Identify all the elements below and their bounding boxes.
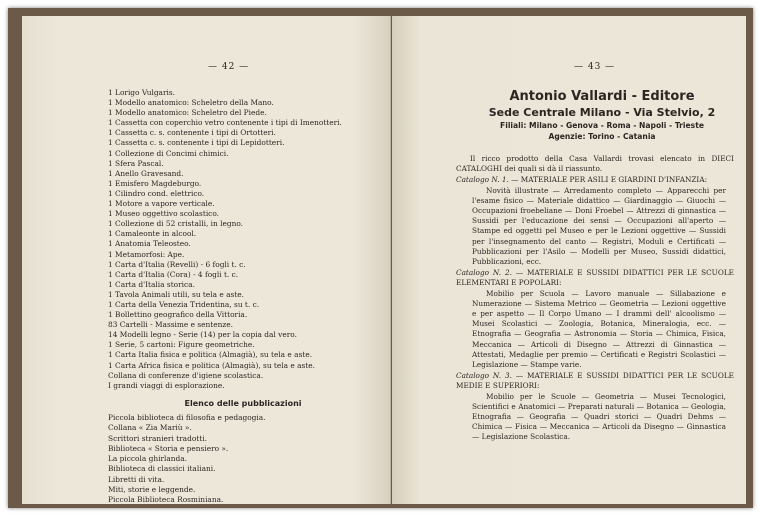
publisher-name: Antonio Vallardi - Editore xyxy=(509,89,695,104)
list-item: 1 Collezione di Concimi chimici. xyxy=(108,148,229,158)
catalog-label: Catalogo N. 1. xyxy=(456,175,509,185)
list-item: 1 Tavola Animali utili, su tela e aste. xyxy=(108,289,245,299)
catalog-title: — MATERIALE E SUSSIDI DIDATTICI PER LE SCUOLE ELEMENTARI E POPOLARI: xyxy=(456,268,734,288)
publication-item: Miti, storie e leggende. xyxy=(108,484,196,494)
list-item: 1 Carta d'Italia (Cora) - 4 fogli t. c. xyxy=(108,269,239,279)
list-item: 1 Carta d'Italia (Revelli) - 6 fogli t. c. xyxy=(108,259,246,269)
publication-item: Piccola Biblioteca Rosminiana. xyxy=(108,495,224,504)
list-item: 83 Cartelli - Massime e sentenze. xyxy=(108,320,234,330)
list-item: 1 Sfera Pascal. xyxy=(108,158,164,168)
inventory-list xyxy=(108,88,378,504)
list-item: I grandi viaggi di esplorazione. xyxy=(108,380,225,390)
list-item: 1 Serie, 5 cartoni: Figure geometriche. xyxy=(108,340,255,350)
list-item: Collana di conferenze d'igiene scolastica. xyxy=(108,370,264,380)
catalog-body: Novità illustrate — Arredamento completo — Apparecchi per l'esame fisico — Materiale didattico — Giardinaggio — Giuochi — Occupazioni froebeliane — Doni Froebel — Attrezzi di ginnastica — Sussidi per l'educazione dei sensi — Occupazioni all'aperto — Stampe ed oggetti pel Museo e per le Lezioni oggettive — Sussidi per l'insegnamento del canto — Registri, Moduli e Certificati — Pubblicazioni per l'Asilo — Modelli per Museo, Sussidi didattici, Pubblicazioni, ecc. xyxy=(472,185,726,267)
catalog-summary xyxy=(456,154,734,443)
catalog-entry xyxy=(456,371,734,442)
intro-paragraph: Il ricco prodotto della Casa Vallardi trovasi elencato in DIECI CATALOGHI dei quali si dà il riassunto. xyxy=(456,154,734,174)
list-item: 1 Anello Gravesand. xyxy=(108,168,184,178)
open-book xyxy=(8,8,753,508)
list-item: 1 Cilindro cond. elettrico. xyxy=(108,188,205,198)
catalog-label: Catalogo N. 2. xyxy=(456,268,512,278)
branches: Filiali: Milano - Genova - Roma - Napoli - Trieste xyxy=(500,121,704,130)
list-item: 14 Modelli legno - Serie (14) per la copia dal vero. xyxy=(108,330,297,340)
page-number-right: — 43 — xyxy=(574,62,616,72)
publication-item: Biblioteca « Storia e pensiero ». xyxy=(108,443,229,453)
page-number-left: — 42 — xyxy=(208,62,250,72)
publication-item: Piccola biblioteca di filosofia e pedagogia. xyxy=(108,412,266,422)
list-item: 1 Carta Africa fisica e politica (Almagià), su tela e aste. xyxy=(108,360,316,370)
list-item: 1 Anatomia Teleosteo. xyxy=(108,239,191,249)
catalog-heading xyxy=(456,371,734,391)
list-item: 1 Carta d'Italia storica. xyxy=(108,279,195,289)
catalog-title: — MATERIALE E SUSSIDI DIDATTICI PER LE SCUOLE MEDIE E SUPERIORI: xyxy=(456,371,734,391)
catalog-entry xyxy=(456,268,734,370)
publications-section-title: Elenco delle pubblicazioni xyxy=(184,398,302,408)
publication-item: Collana « Zia Mariù ». xyxy=(108,423,192,433)
headquarters: Sede Centrale Milano - Via Stelvio, 2 xyxy=(488,106,716,119)
list-item: 1 Emisfero Magdeburgo. xyxy=(108,178,202,188)
list-item: 1 Carta Italia fisica e politica (Almagià), su tela e aste. xyxy=(108,350,313,360)
left-page xyxy=(22,16,391,504)
catalog-body: Mobilio per le Scuole — Geometria — Musei Tecnologici, Scientifici e Anatomici — Preparati naturali — Botanica — Geologia, Etnografia — Geografia — Quadri storici — Quadri Dehms — Chimica — Fisica — Meccanica — Articoli da Disegno — Ginnastica — Legislazione Scolastica. xyxy=(472,391,726,442)
catalog-label: Catalogo N. 3. xyxy=(456,371,512,381)
list-item: 1 Museo oggettivo scolastico. xyxy=(108,209,219,219)
publication-item: La piccola ghirlanda. xyxy=(108,454,188,464)
list-item: 1 Cassetta c. s. contenente i tipi di Lepidotteri. xyxy=(108,138,285,148)
list-item: 1 Cassetta con coperchio vetro contenente i tipi di Imenotteri. xyxy=(108,118,342,128)
agencies: Agenzie: Torino - Catania xyxy=(548,132,656,141)
right-page xyxy=(392,16,746,504)
list-item: 1 Motore a vapore verticale. xyxy=(108,199,215,209)
publication-item: Libretti di vita. xyxy=(108,474,165,484)
catalog-heading xyxy=(456,268,734,288)
list-item: 1 Metamorfosi: Ape. xyxy=(108,249,185,259)
catalog-heading xyxy=(456,175,734,185)
publication-item: Scrittori stranieri tradotti. xyxy=(108,433,207,443)
catalog-entry xyxy=(456,175,734,267)
catalog-title: — MATERIALE PER ASILI E GIARDINI D'INFANZIA: xyxy=(508,175,708,185)
list-item: 1 Modello anatomico: Scheletro del Piede. xyxy=(108,108,267,118)
list-item: 1 Bollettino geografico della Vittoria. xyxy=(108,310,248,320)
list-item: 1 Collezione di 52 cristalli, in legno. xyxy=(108,219,244,229)
catalog-body: Mobilio per Scuola — Lavoro manuale — Sillabazione e Numerazione — Sistema Metrico — Geometria — Lezioni oggettive e per aspetto — Il Corpo Umano — I drammi dell' alcoolismo — Musei Scolastici — Zoologia, Botanica, Mineralogia, ecc. — Etnografia — Geografia — Astronomia — Storia — Chimica, Fisica, Meccanica — Articoli di Disegno — Attrezzi di Ginnastica — Attestati, Medaglie per premio — Certificati e Registri Scolastici — Legislazione — Stampe varie. xyxy=(472,288,726,370)
publication-item: Biblioteca di classici italiani. xyxy=(108,464,216,474)
list-item: 1 Lorigo Vulgaris. xyxy=(108,88,175,97)
list-item: 1 Modello anatomico: Scheletro della Mano. xyxy=(108,98,274,108)
list-item: 1 Camaleonte in alcool. xyxy=(108,229,197,239)
publisher-header xyxy=(462,88,742,142)
list-item: 1 Carta della Venezia Tridentina, su t. c. xyxy=(108,299,260,309)
list-item: 1 Cassetta c. s. contenente i tipi di Ortotteri. xyxy=(108,128,276,138)
